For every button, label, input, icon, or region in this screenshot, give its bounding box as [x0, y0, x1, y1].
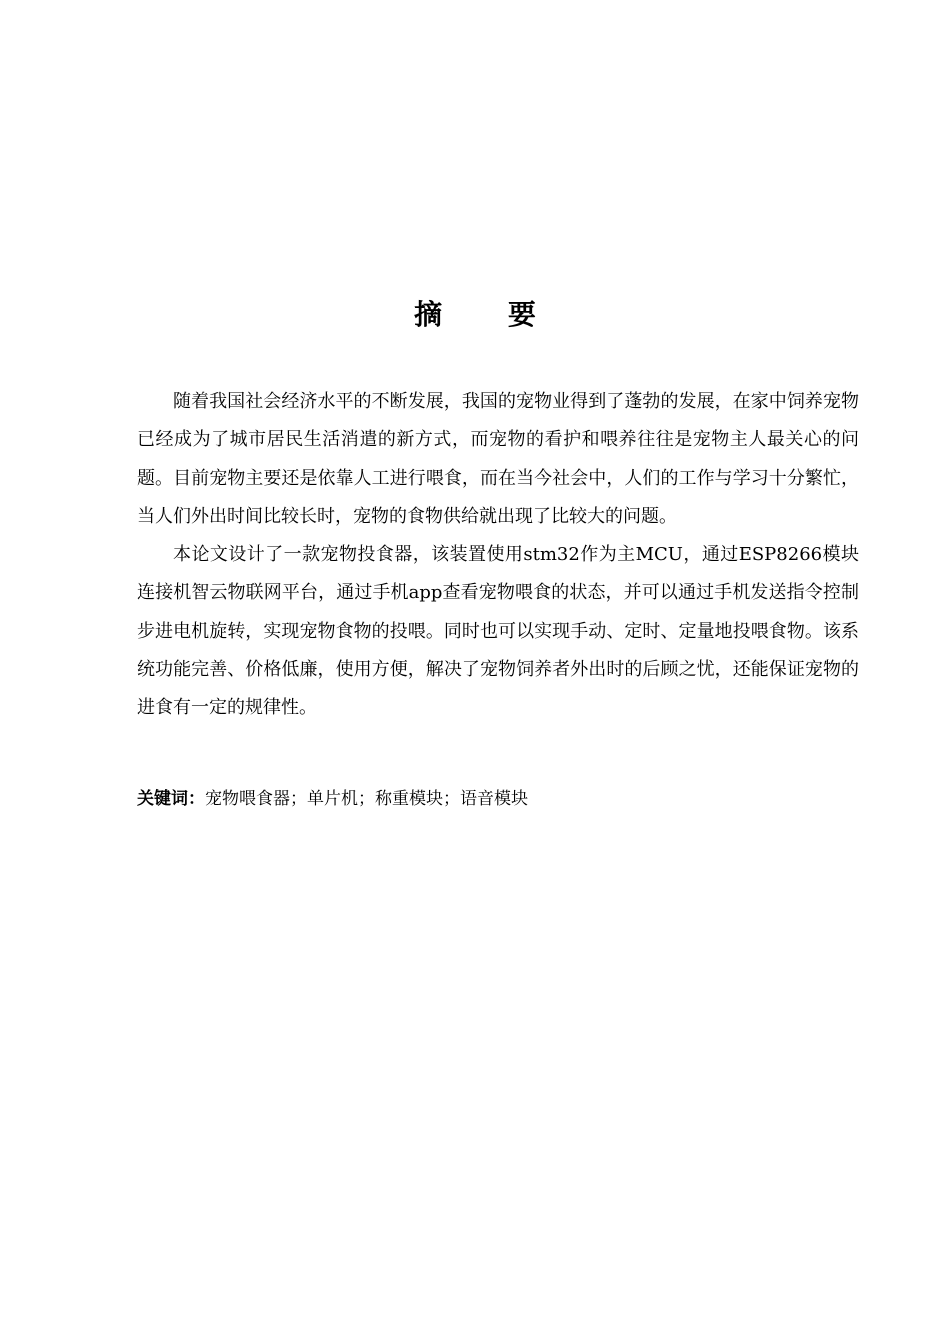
keywords-list: 宠物喂食器；单片机；称重模块；语音模块	[205, 789, 528, 809]
abstract-title: 摘 要	[414, 298, 564, 331]
keywords-line	[137, 784, 859, 814]
abstract-paragraph-1: 随着我国社会经济水平的不断发展，我国的宠物业得到了蓬勃的发展，在家中饲养宠物已经成为了城市居民生活消遣的新方式，而宠物的看护和喂养往往是宠物主人最关心的问题。目前宠物主要还是依靠人工进行喂食，而在当今社会中，人们的工作与学习十分繁忙，当人们外出时间比较长时，宠物的食物供给就出现了比较大的问题。	[137, 391, 859, 527]
abstract-paragraph-2: 本论文设计了一款宠物投食器，该装置使用stm32作为主MCU，通过ESP8266模块连接机智云物联网平台，通过手机app查看宠物喂食的状态，并可以通过手机发送指令控制步进电机旋转，实现宠物食物的投喂。同时也可以实现手动、定时、定量地投喂食物。该系统功能完善、价格低廉，使用方便，解决了宠物饲养者外出时的后顾之忧，还能保证宠物的进食有一定的规律性。	[137, 544, 859, 719]
keywords-label: 关键词：	[137, 789, 205, 809]
abstract-body	[137, 383, 859, 728]
